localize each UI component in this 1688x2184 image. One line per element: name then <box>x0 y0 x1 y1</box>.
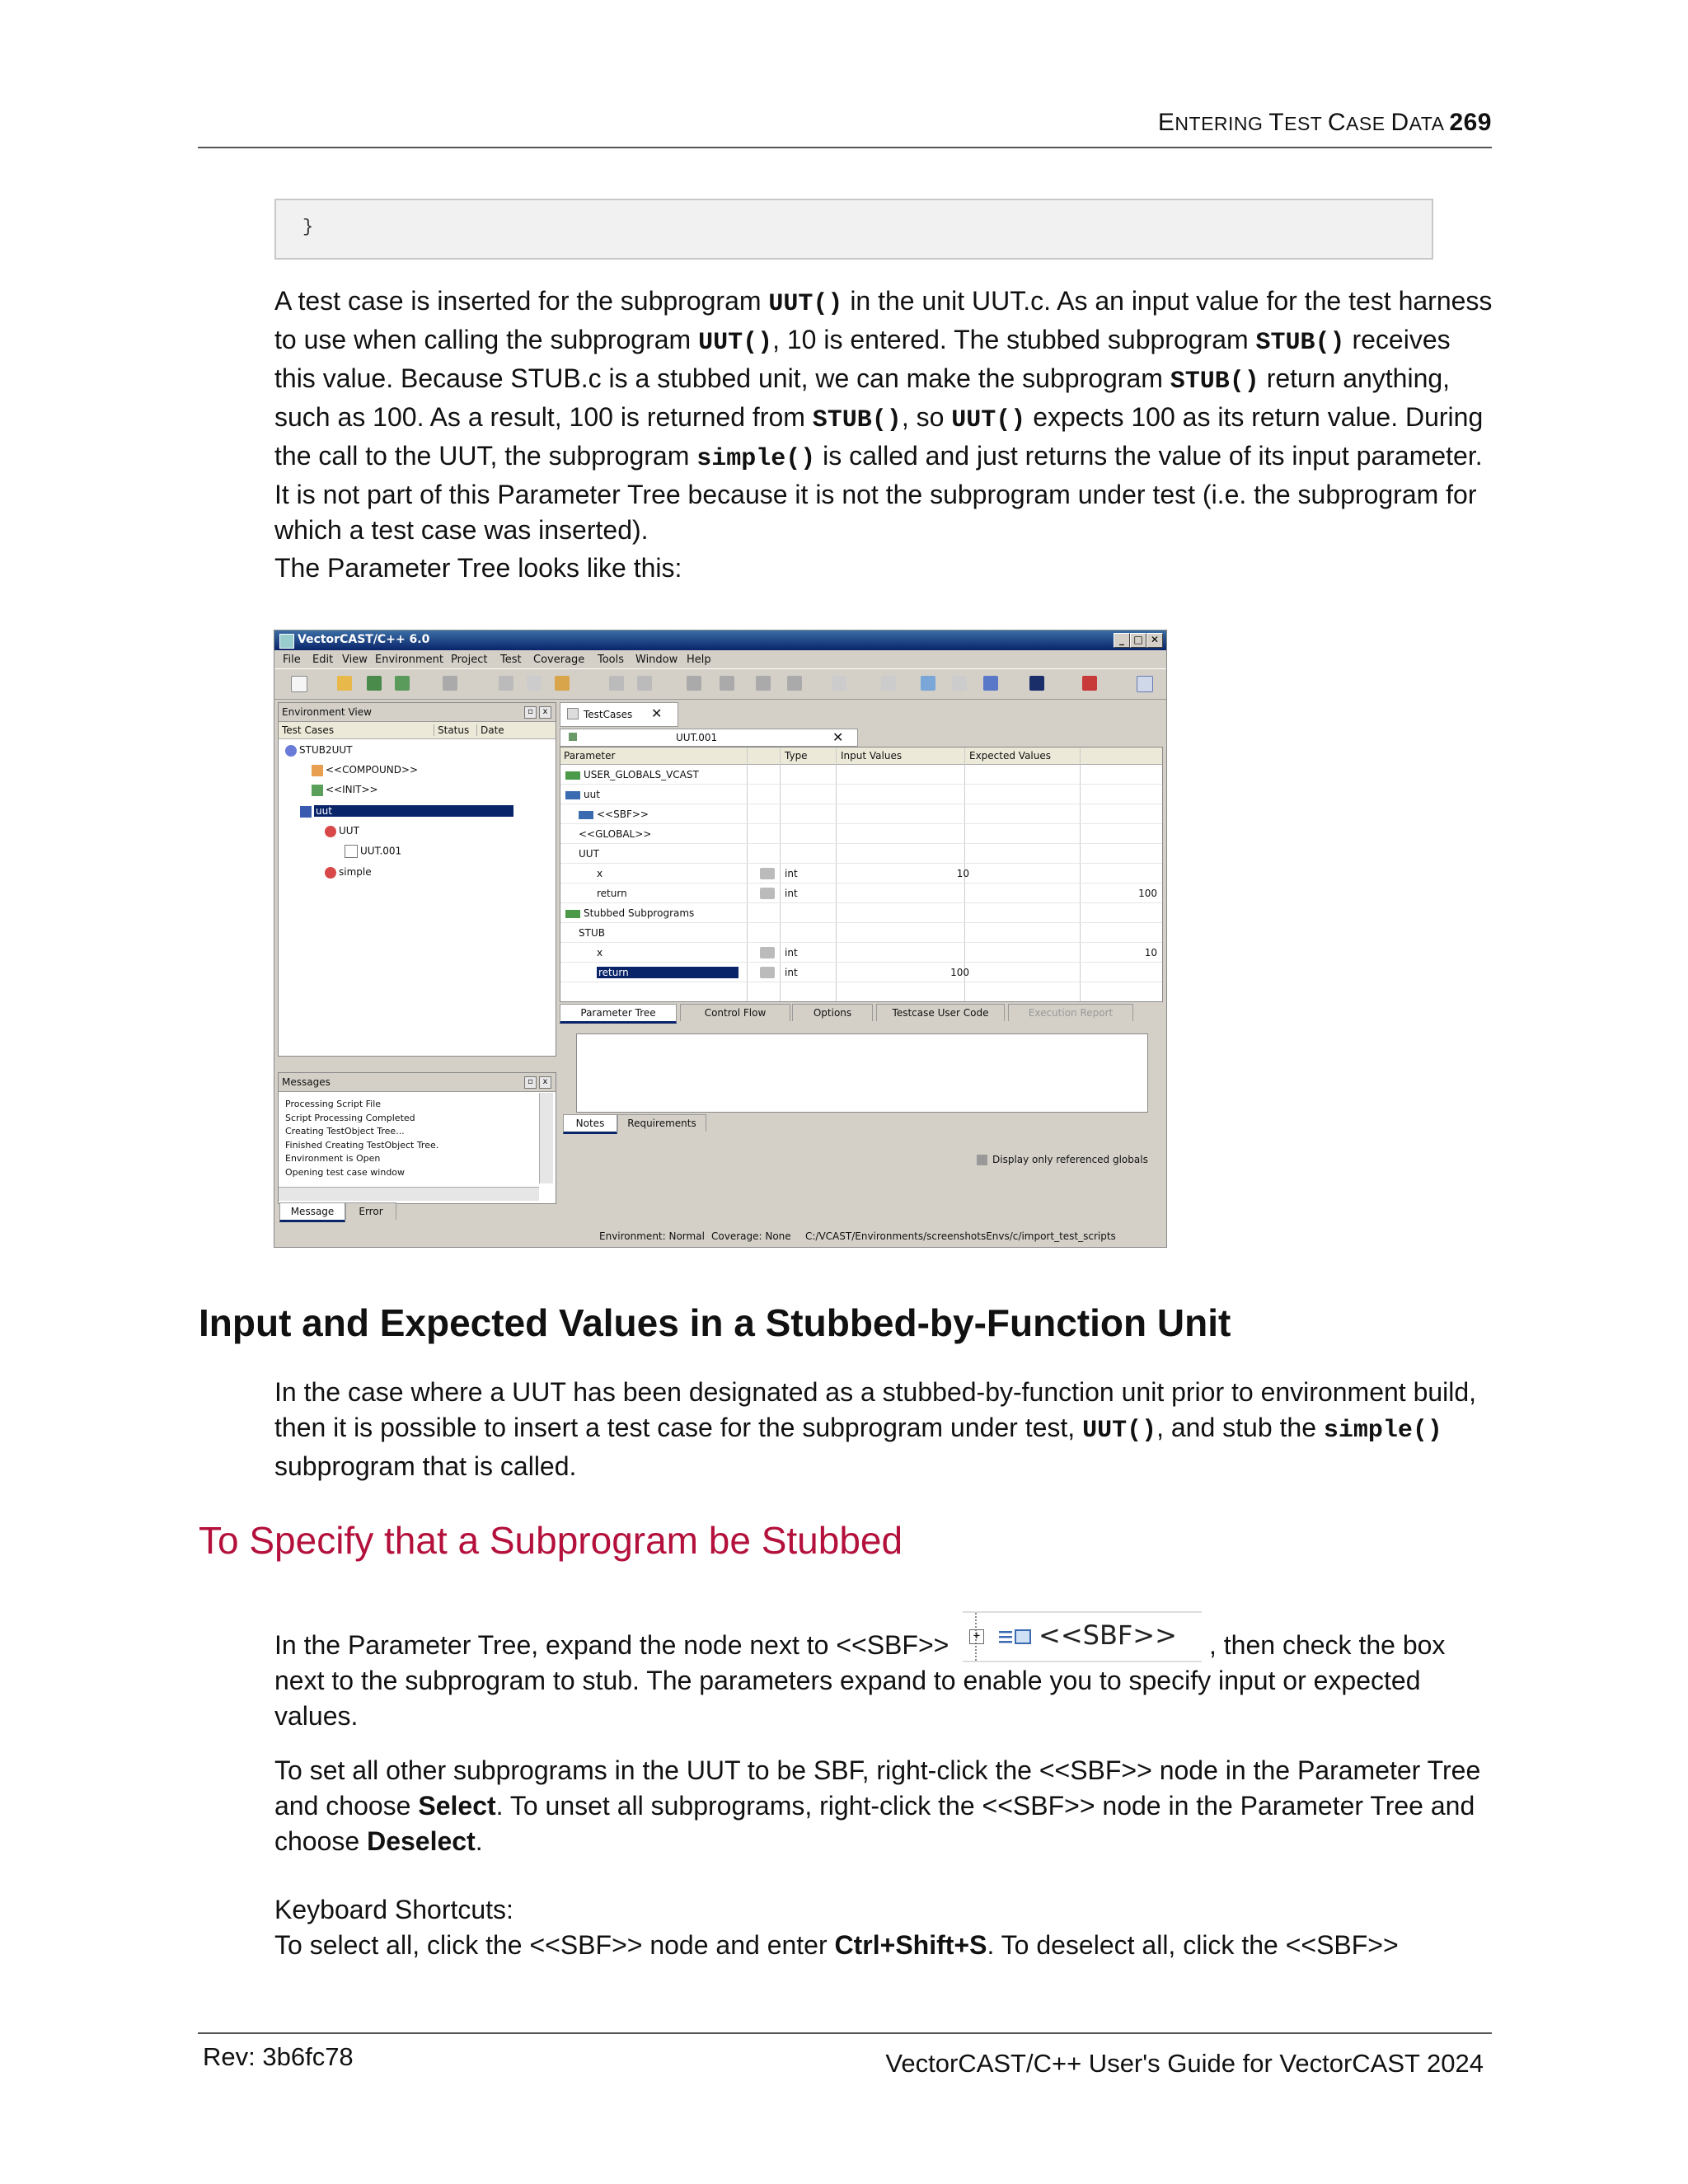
test-case-editor <box>558 702 1163 1230</box>
parameter-name: USER_GLOBALS_VCAST <box>565 769 699 780</box>
cell-input[interactable]: 10 <box>956 868 969 879</box>
move-bottom-icon[interactable] <box>787 676 802 691</box>
move-up-icon[interactable] <box>687 676 701 691</box>
edit-icon[interactable] <box>921 676 935 691</box>
paragraph-expand-node-start: In the Parameter Tree, expand the node next to <<SBF>> <box>274 1630 950 1660</box>
parameter-name: STUB <box>579 927 605 939</box>
close-tab-icon[interactable]: ✕ <box>832 729 844 745</box>
undo-icon[interactable] <box>609 676 624 691</box>
horizontal-scrollbar[interactable] <box>279 1187 539 1201</box>
insert-test-icon[interactable] <box>832 676 846 691</box>
menu-view[interactable]: View <box>342 654 368 666</box>
table-row[interactable] <box>560 825 1162 844</box>
print-icon[interactable] <box>443 676 457 691</box>
tab-testcases[interactable]: TestCases ✕ <box>560 702 678 727</box>
printer-icon <box>760 947 775 958</box>
branch-icon[interactable] <box>952 676 967 691</box>
save-icon[interactable] <box>367 676 382 691</box>
messages-list: Processing Script File Script Processing Completed Creating TestObject Tree... Finished Creating TestObject Tree. Environment is Open Opening test case window <box>285 1099 439 1178</box>
maximize-icon[interactable]: □ <box>1130 633 1146 648</box>
grid-header: Parameter Type Input Values Expected Values <box>560 748 1162 765</box>
page-number: 269 <box>1449 109 1492 136</box>
refresh-icon[interactable] <box>881 676 896 691</box>
menu-tools[interactable]: Tools <box>598 654 625 666</box>
table-row[interactable] <box>560 845 1162 864</box>
section-heading: Input and Expected Values in a Stubbed-by-Function Unit <box>199 1301 1231 1344</box>
paragraph-select-deselect: To set all other subprograms in the UUT to be SBF, right-click the <<SBF>> node in the Parameter Tree and choose Select. To unset all subprograms, right-click the <<SBF>> node in the Parameter Tree and choose Deselect. <box>274 1755 1481 1856</box>
checkbox-icon <box>977 1155 987 1165</box>
editor-bottom-tabs <box>560 1002 1161 1024</box>
tab-options[interactable]: Options <box>792 1004 873 1021</box>
node-icon <box>565 771 580 780</box>
environment-view <box>278 702 556 1057</box>
window-titlebar: VectorCAST/C++ 6.0 _ □ ✕ <box>274 630 1166 650</box>
paragraph-keyboard-shortcuts: Keyboard Shortcuts: To select all, click the <<SBF>> node and enter Ctrl+Shift+S. To deselect all, click the <<SBF>> <box>274 1895 1399 1960</box>
redo-icon[interactable] <box>637 676 652 691</box>
minimize-icon[interactable]: _ <box>1114 633 1130 648</box>
paste-icon[interactable] <box>555 676 570 691</box>
parameter-name: return <box>597 967 738 978</box>
footer-rule <box>198 2032 1492 2034</box>
messages-header: Messages ▫ x <box>279 1073 556 1092</box>
float-icon[interactable]: ▫ <box>524 706 537 719</box>
parameter-name: UUT <box>579 848 599 860</box>
tab-notes[interactable]: Notes <box>563 1114 617 1134</box>
parameter-name: x <box>597 868 603 879</box>
checkmark-icon[interactable] <box>1082 676 1097 691</box>
tab-control-flow[interactable]: Control Flow <box>680 1004 790 1021</box>
panel-close-icon[interactable]: x <box>539 706 551 719</box>
table-row[interactable] <box>560 805 1162 824</box>
menu-coverage[interactable]: Coverage <box>533 654 585 666</box>
vectorcast-screenshot <box>274 630 1167 1248</box>
move-top-icon[interactable] <box>756 676 771 691</box>
save-small-icon <box>569 733 577 741</box>
table-row[interactable] <box>560 963 1162 982</box>
panel-close-icon[interactable]: x <box>539 1076 551 1089</box>
parameter-name: Stubbed Subprograms <box>565 907 694 919</box>
tree-subprogram-simple[interactable]: simple <box>325 866 372 879</box>
tree-environment[interactable]: STUB2UUT <box>285 744 353 757</box>
test-cases-header: Test Cases Status Date <box>279 722 556 739</box>
sbf-node-image: + <<SBF>> <box>963 1611 1202 1662</box>
paragraph-test-case-inserted: A test case is inserted for the subprogram UUT() in the unit UUT.c. As an input value for the test harness to use when calling the subprogram UUT(), 10 is entered. The stubbed subprogram STUB() receives this value. Because STUB.c is a stubbed unit, we can make the subprogram STUB() return anything, such as 100. As a result, 100 is returned from STUB(), so UUT() expects 100 as its return value. During the call to the UUT, the subprogram simple() is called and just returns the value of its input parameter. It is not part of this Parameter Tree because it is not the subprogram under test (i.e. the subprogram for which a test case was inserted). <box>274 286 1493 545</box>
code-block: } <box>274 199 1433 260</box>
parameter-name: x <box>597 947 603 958</box>
hash-icon[interactable] <box>983 676 998 691</box>
notes-textarea[interactable] <box>576 1033 1148 1113</box>
tab-execution-report[interactable]: Execution Report <box>1008 1004 1133 1021</box>
copy-icon[interactable] <box>527 676 542 691</box>
table-row[interactable] <box>560 785 1162 804</box>
float-icon[interactable]: ▫ <box>524 1076 537 1089</box>
tab-uut001[interactable]: UUT.001 ✕ <box>560 729 858 747</box>
paragraph-expand-node-end: , then check the box <box>1209 1630 1446 1660</box>
printer-icon <box>760 888 775 899</box>
window-icon[interactable] <box>1137 676 1153 692</box>
open-folder-icon[interactable] <box>337 676 352 691</box>
parameter-name: return <box>597 888 627 899</box>
node-icon <box>565 910 580 918</box>
referenced-globals-checkbox[interactable]: Display only referenced globals <box>977 1154 1148 1165</box>
menu-bar <box>274 650 1166 668</box>
footer-revision: Rev: 3b6fc78 <box>203 2042 354 2071</box>
save-all-icon[interactable] <box>395 676 410 691</box>
tree-init[interactable]: <<INIT>> <box>312 784 378 796</box>
tab-parameter-tree[interactable]: Parameter Tree <box>560 1004 677 1024</box>
parameter-name: <<SBF>> <box>579 808 649 820</box>
vertical-scrollbar[interactable] <box>539 1093 553 1183</box>
move-down-icon[interactable] <box>720 676 734 691</box>
table-row[interactable] <box>560 944 1162 963</box>
cell-expected[interactable]: 100 <box>1138 888 1157 899</box>
execute-icon[interactable] <box>1029 676 1044 691</box>
footer-title: VectorCAST/C++ User's Guide for VectorCAST 2024 <box>885 2049 1484 2078</box>
table-row[interactable] <box>560 884 1162 903</box>
messages-pane <box>278 1072 556 1204</box>
tree-unit-uut[interactable]: uut <box>300 805 513 818</box>
sbf-node-icon <box>999 1628 1032 1646</box>
running-header: ENTERING TEST CASE DATA 269 <box>1157 109 1492 136</box>
close-tab-icon[interactable]: ✕ <box>651 705 663 721</box>
cell-input[interactable]: 100 <box>950 967 969 978</box>
table-row[interactable] <box>560 766 1162 785</box>
menu-edit[interactable]: Edit <box>312 654 334 666</box>
procedure-heading: To Specify that a Subprogram be Stubbed <box>199 1519 903 1562</box>
close-icon[interactable]: ✕ <box>1146 633 1163 648</box>
node-icon <box>565 791 580 799</box>
parameter-name: uut <box>565 789 600 800</box>
menu-file[interactable]: File <box>283 654 301 666</box>
paragraph-tree-intro: The Parameter Tree looks like this: <box>274 553 682 583</box>
node-icon <box>579 811 593 819</box>
paragraph-expand-node-cont: next to the subprogram to stub. The parameters expand to enable you to specify input or expected values. <box>274 1666 1421 1731</box>
document-icon <box>567 708 579 719</box>
tab-error[interactable]: Error <box>345 1202 396 1220</box>
parameter-grid <box>560 747 1163 1002</box>
cell-expected[interactable]: 10 <box>1144 947 1157 958</box>
table-row[interactable] <box>560 865 1162 883</box>
table-row[interactable] <box>560 904 1162 923</box>
menu-window[interactable]: Window <box>635 654 678 666</box>
menu-environment[interactable]: Environment <box>375 654 444 666</box>
tree-subprogram-uut[interactable]: UUT <box>325 825 359 837</box>
parameter-name: <<GLOBAL>> <box>579 828 652 840</box>
table-row[interactable] <box>560 924 1162 943</box>
tab-requirements[interactable]: Requirements <box>617 1114 706 1132</box>
tree-testcase-uut001[interactable]: UUT.001 <box>345 845 401 858</box>
menu-test[interactable]: Test <box>500 654 522 666</box>
tree-compound[interactable]: <<COMPOUND>> <box>312 764 418 776</box>
printer-icon <box>760 868 775 879</box>
cut-icon[interactable] <box>499 676 513 691</box>
menu-project[interactable]: Project <box>451 654 488 666</box>
expand-plus-icon: + <box>969 1629 984 1644</box>
printer-icon <box>760 967 775 978</box>
cell-type: int <box>785 947 798 958</box>
cell-type: int <box>785 868 798 879</box>
tab-message[interactable]: Message <box>279 1202 345 1222</box>
cell-type: int <box>785 967 798 978</box>
uut-tab-bar <box>560 727 1161 747</box>
cell-type: int <box>785 888 798 899</box>
menu-help[interactable]: Help <box>687 654 711 666</box>
paragraph-sbf-unit: In the case where a UUT has been designated as a stubbed-by-function unit prior to environment build, then it is possible to insert a test case for the subprogram under test, UUT(), and stub the simple() subprogram that is called. <box>274 1377 1477 1481</box>
toolbar <box>274 668 1166 700</box>
new-icon[interactable] <box>291 676 307 692</box>
status-bar: Environment: Normal Coverage: None C:/VCAST/Environments/screenshotsEnvs/c/import_test_scripts <box>599 1230 1116 1242</box>
environment-view-header: Environment View ▫ x <box>279 703 556 722</box>
app-icon <box>279 634 294 649</box>
tab-testcase-user-code[interactable]: Testcase User Code <box>876 1004 1005 1021</box>
page-header <box>198 105 1492 148</box>
